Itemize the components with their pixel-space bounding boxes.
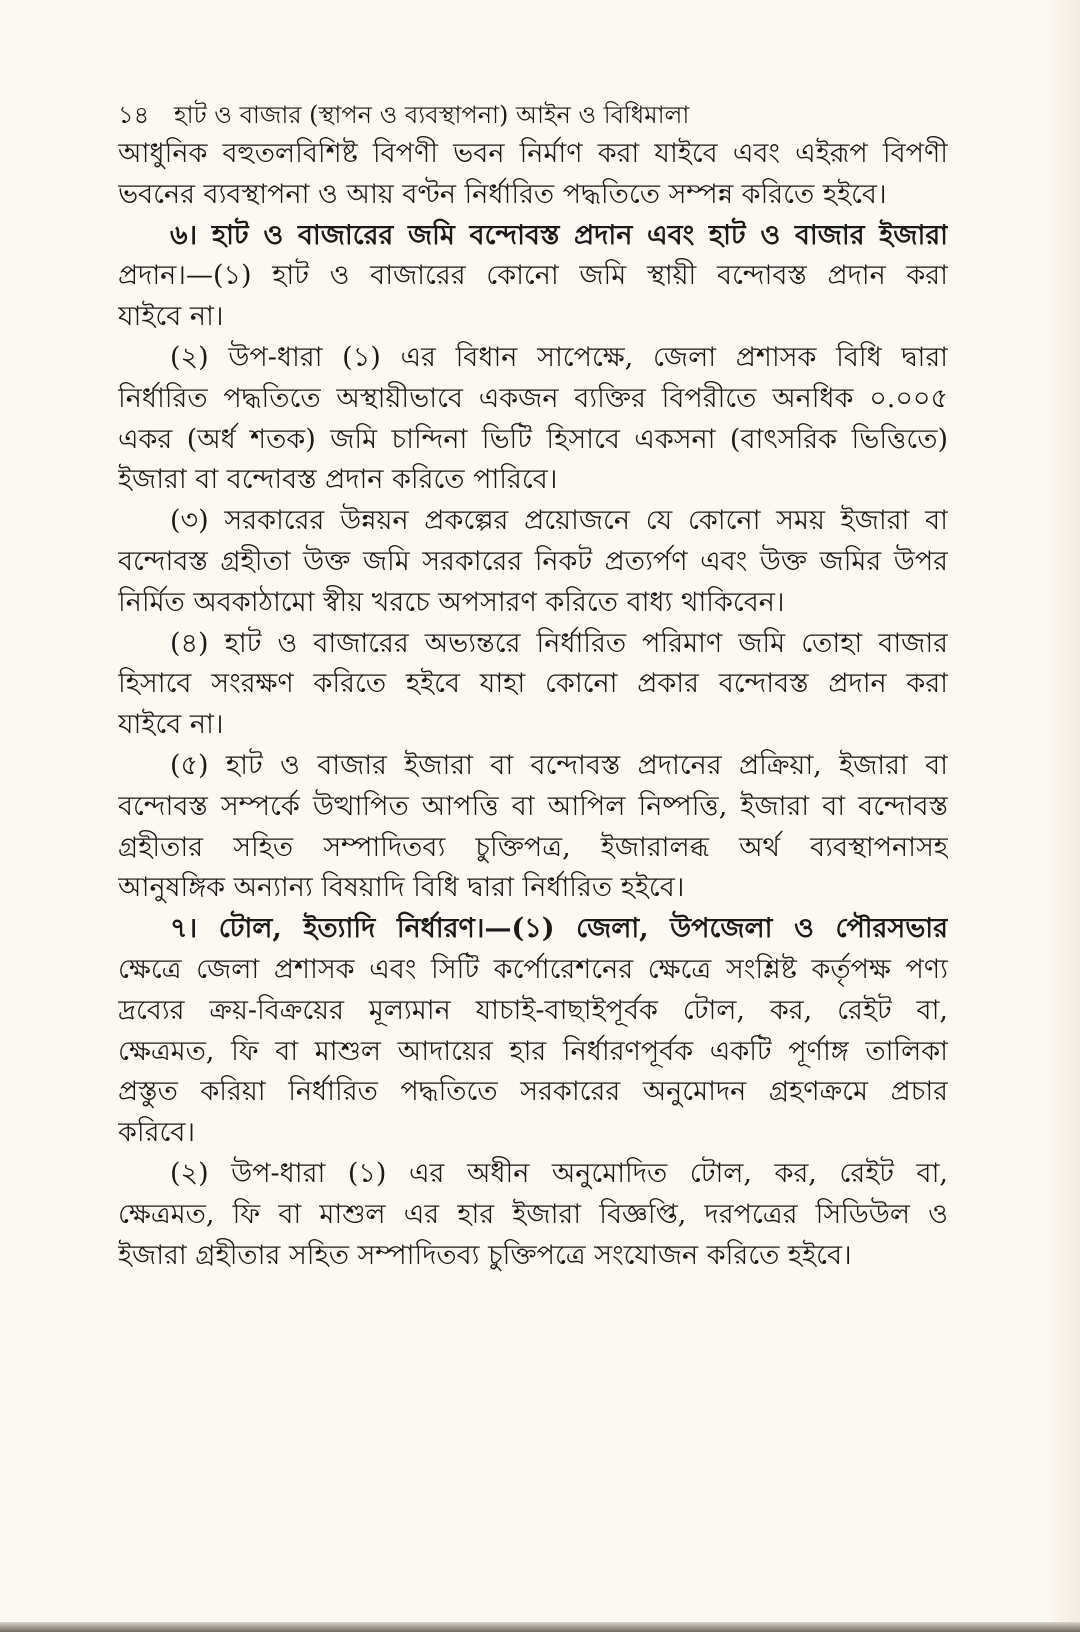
section-7-heading: ৭। টোল, ইত্যাদি নির্ধারণ।—(১) জেলা, উপজেলা ও পৌরসভার [170, 913, 948, 945]
running-header [118, 98, 948, 132]
running-title: হাট ও বাজার (স্থাপন ও ব্যবস্থাপনা) আইন ও বিধিমালা [174, 101, 690, 129]
text-line: দ্রব্যের ক্রয়-বিক্রয়ের মূল্যমান যাচাই-বাছাইপূর্বক টোল, কর, রেইট বা, [118, 994, 948, 1026]
text-line: প্রদান।—(১) হাট ও বাজারের কোনো জমি স্থায়ী বন্দোবস্ত প্রদান করা [118, 260, 948, 292]
text-line: ইজারা বা বন্দোবস্ত প্রদান করিতে পারিবে। [118, 464, 558, 496]
text-line: একর (অর্ধ শতক) জমি চান্দিনা ভিটি হিসাবে একসনা (বাৎসরিক ভিত্তিতে) [118, 423, 948, 455]
text-line: আনুষঙ্গিক অন্যান্য বিষয়াদি বিধি দ্বারা নির্ধারিত হইবে। [118, 872, 685, 904]
text-line: যাইবে না। [118, 301, 224, 333]
text-line: নির্ধারিত পদ্ধতিতে অস্থায়ীভাবে একজন ব্যক্তির বিপরীতে অনধিক ০.০০৫ [118, 382, 948, 414]
subsection-7-2: (২) উপ-ধারা (১) এর অধীন অনুমোদিত টোল, কর, রেইট বা, [170, 1157, 948, 1189]
text-line: বন্দোবস্ত গ্রহীতা উক্ত জমি সরকারের নিকট প্রত্যর্পণ এবং উক্ত জমির উপর [118, 545, 948, 577]
text-line: বন্দোবস্ত সম্পর্কে উত্থাপিত আপত্তি বা আপিল নিষ্পত্তি, ইজারা বা বন্দোবস্ত [118, 790, 948, 822]
text-line: প্রস্তুত করিয়া নির্ধারিত পদ্ধতিতে সরকারের অনুমোদন গ্রহণক্রমে প্রচার [118, 1076, 948, 1108]
text-line: ভবনের ব্যবস্থাপনা ও আয় বণ্টন নির্ধারিত পদ্ধতিতে সম্পন্ন করিতে হইবে। [118, 178, 887, 210]
text-line: হিসাবে সংরক্ষণ করিতে হইবে যাহা কোনো প্রকার বন্দোবস্ত প্রদান করা [118, 668, 948, 700]
subsection-6-4: (৪) হাট ও বাজারের অভ্যন্তরে নির্ধারিত পরিমাণ জমি তোহা বাজার [170, 627, 948, 659]
text-line: ক্ষেত্রমত, ফি বা মাশুল এর হার ইজারা বিজ্ঞপ্তি, দরপত্রের সিডিউল ও [118, 1198, 948, 1230]
text-line: আধুনিক বহুতলবিশিষ্ট বিপণী ভবন নির্মাণ করা যাইবে এবং এইরূপ বিপণী [118, 138, 948, 169]
scan-bottom-edge [0, 1622, 1080, 1632]
section-6-heading: ৬। হাট ও বাজারের জমি বন্দোবস্ত প্রদান এবং হাট ও বাজার ইজারা [170, 219, 948, 251]
text-line: যাইবে না। [118, 709, 224, 741]
subsection-6-3: (৩) সরকারের উন্নয়ন প্রকল্পের প্রয়োজনে যে কোনো সময় ইজারা বা [170, 505, 948, 537]
text-line: নির্মিত অবকাঠামো স্বীয় খরচে অপসারণ করিতে বাধ্য থাকিবেন। [118, 586, 785, 618]
text-line: ক্ষেত্রমত, ফি বা মাশুল আদায়ের হার নির্ধারণপূর্বক একটি পূর্ণাঙ্গ তালিকা [118, 1035, 948, 1067]
subsection-6-5: (৫) হাট ও বাজার ইজারা বা বন্দোবস্ত প্রদানের প্রক্রিয়া, ইজারা বা [170, 749, 948, 781]
text-line: ইজারা গ্রহীতার সহিত সম্পাদিতব্য চুক্তিপত্রে সংযোজন করিতে হইবে। [118, 1239, 852, 1271]
text-line: করিবে। [118, 1117, 195, 1149]
page-text-block [118, 98, 948, 1276]
page-number: ১৪ [118, 101, 150, 129]
page-edge-shadow [1050, 0, 1080, 1632]
text-line: ক্ষেত্রে জেলা প্রশাসক এবং সিটি কর্পোরেশনের ক্ষেত্রে সংশ্লিষ্ট কর্তৃপক্ষ পণ্য [118, 953, 948, 985]
text-line: গ্রহীতার সহিত সম্পাদিতব্য চুক্তিপত্র, ইজারালব্ধ অর্থ ব্যবস্থাপনাসহ [118, 831, 948, 863]
subsection-6-2: (২) উপ-ধারা (১) এর বিধান সাপেক্ষে, জেলা প্রশাসক বিধি দ্বারা [170, 341, 948, 373]
